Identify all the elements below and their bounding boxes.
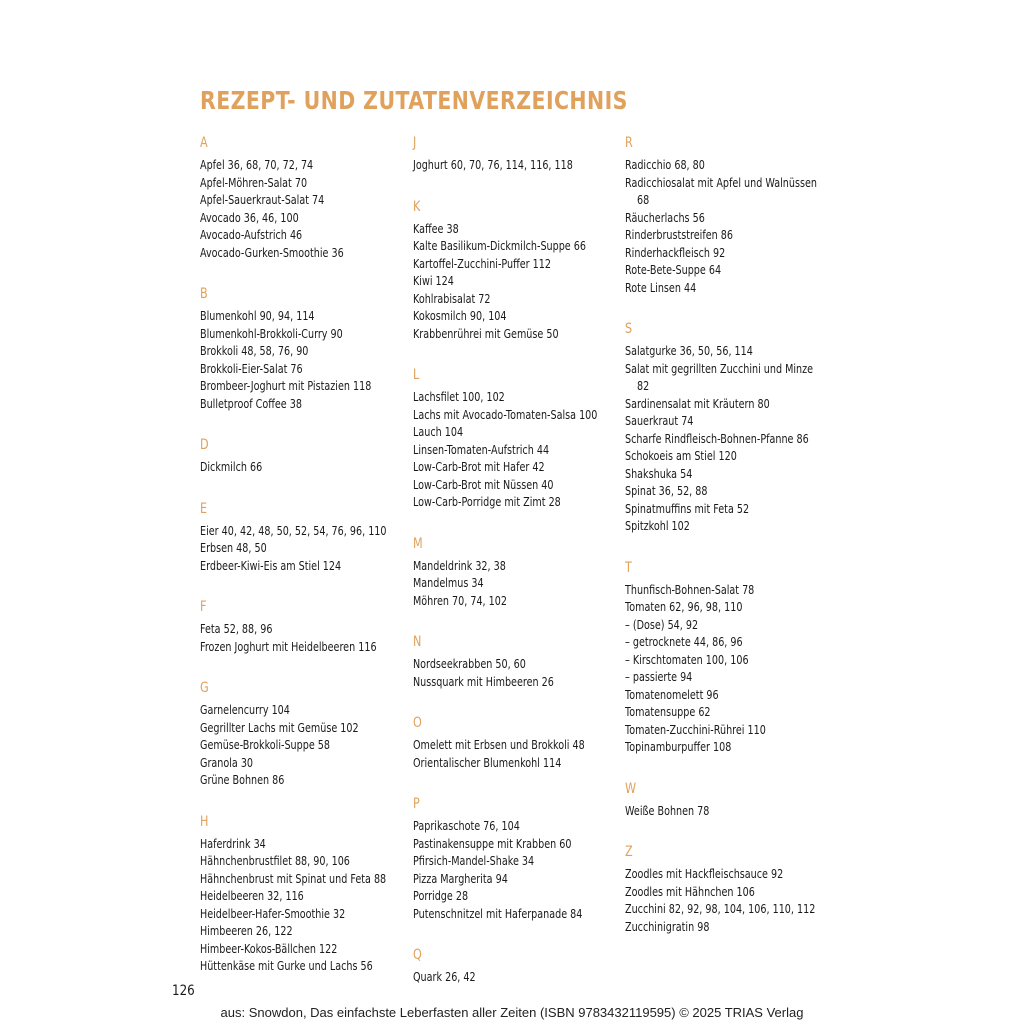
section-letter: T xyxy=(625,559,632,576)
index-entry: Spinat 36, 52, 88 xyxy=(625,484,708,498)
index-entry: Radicchiosalat mit Apfel und Walnüssen xyxy=(625,175,817,190)
index-section-k xyxy=(413,198,613,344)
index-entry: 82 xyxy=(637,379,650,393)
index-section-e xyxy=(200,500,400,576)
index-section-q xyxy=(413,946,613,987)
index-entry: Sardinensalat mit Kräutern 80 xyxy=(625,396,770,411)
index-section-d xyxy=(200,436,400,477)
index-entry: Pizza Margherita 94 xyxy=(413,871,508,886)
page-title: REZEPT- UND ZUTATENVERZEICHNIS xyxy=(200,86,628,115)
index-entry: Sauerkraut 74 xyxy=(625,414,694,428)
index-entry: Lachs mit Avocado-Tomaten-Salsa 100 xyxy=(413,407,598,422)
index-section-a xyxy=(200,134,400,262)
index-section-j xyxy=(413,134,613,175)
index-entry: Paprikaschote 76, 104 xyxy=(413,819,520,833)
index-section-g xyxy=(200,679,400,790)
index-section-r xyxy=(625,134,825,297)
index-entry: Shakshuka 54 xyxy=(625,466,693,481)
section-letter: W xyxy=(625,780,637,797)
index-entry: Brombeer-Joghurt mit Pistazien 118 xyxy=(200,379,372,393)
index-entry: Kiwi 124 xyxy=(413,274,454,288)
index-entry: Blumenkohl 90, 94, 114 xyxy=(200,309,315,323)
section-letter: R xyxy=(625,135,633,151)
index-entry: Granola 30 xyxy=(200,755,254,770)
index-entry: Zoodles mit Hackfleischsauce 92 xyxy=(625,867,784,881)
index-entry: Erbsen 48, 50 xyxy=(200,541,267,555)
index-entry: Radicchio 68, 80 xyxy=(625,158,705,172)
index-entry: Apfel-Sauerkraut-Salat 74 xyxy=(200,193,325,207)
section-letter: F xyxy=(200,599,207,615)
index-entry: Topinamburpuffer 108 xyxy=(625,740,732,754)
index-entry: Low-Carb-Brot mit Nüssen 40 xyxy=(413,477,554,492)
section-letter: L xyxy=(413,367,420,383)
index-entry: Orientalischer Blumenkohl 114 xyxy=(413,755,562,770)
index-entry: Möhren 70, 74, 102 xyxy=(413,593,507,608)
section-letter: D xyxy=(200,437,209,453)
index-entry: Eier 40, 42, 48, 50, 52, 54, 76, 96, 110 xyxy=(200,523,387,538)
index-entry: Hähnchenbrust mit Spinat und Feta 88 xyxy=(200,871,387,886)
index-section-s xyxy=(625,320,825,536)
index-entry: Tomaten-Zucchini-Rührei 110 xyxy=(625,722,766,737)
index-entry: Nordseekrabben 50, 60 xyxy=(413,657,526,671)
index-entry: Hüttenkäse mit Gurke und Lachs 56 xyxy=(200,959,373,973)
index-entry: Räucherlachs 56 xyxy=(625,210,705,225)
section-letter: O xyxy=(413,715,422,731)
index-entry: Pfirsich-Mandel-Shake 34 xyxy=(413,854,535,868)
index-entry: Kohlrabisalat 72 xyxy=(413,291,491,306)
index-entry: Heidelbeer-Hafer-Smoothie 32 xyxy=(200,906,346,921)
index-entry: Blumenkohl-Brokkoli-Curry 90 xyxy=(200,326,343,341)
index-entry: Pastinakensuppe mit Krabben 60 xyxy=(413,836,572,851)
index-entry: Porridge 28 xyxy=(413,889,469,903)
index-entry: Lachsfilet 100, 102 xyxy=(413,390,505,404)
index-entry: Grüne Bohnen 86 xyxy=(200,773,285,787)
index-column-2 xyxy=(413,134,613,1010)
index-entry: Thunfisch-Bohnen-Salat 78 xyxy=(625,582,755,597)
section-letter: A xyxy=(200,135,208,151)
index-section-p xyxy=(413,795,613,923)
index-section-h xyxy=(200,813,400,976)
index-entry: Avocado-Aufstrich 46 xyxy=(200,228,303,242)
index-entry: 68 xyxy=(637,193,650,207)
index-entry: Zucchini 82, 92, 98, 104, 106, 110, 112 xyxy=(625,902,816,916)
section-letter: E xyxy=(200,500,208,517)
index-entry: Kokosmilch 90, 104 xyxy=(413,309,507,323)
index-entry: Nussquark mit Himbeeren 26 xyxy=(413,674,554,689)
index-entry: Putenschnitzel mit Haferpanade 84 xyxy=(413,906,583,921)
index-entry: Himbeer-Kokos-Bällchen 122 xyxy=(200,941,338,956)
index-entry: Erdbeer-Kiwi-Eis am Stiel 124 xyxy=(200,558,342,573)
index-section-o xyxy=(413,714,613,772)
section-letter: S xyxy=(625,321,633,337)
section-letter: J xyxy=(413,135,417,151)
section-letter: M xyxy=(413,535,423,552)
index-section-f xyxy=(200,598,400,656)
index-entry: Kalte Basilikum-Dickmilch-Suppe 66 xyxy=(413,239,586,253)
index-entry: Zucchinigratin 98 xyxy=(625,919,710,934)
index-column-3 xyxy=(625,134,825,959)
index-entry: Kaffee 38 xyxy=(413,221,459,236)
index-entry: Mandeldrink 32, 38 xyxy=(413,558,506,573)
section-letter: Z xyxy=(625,844,633,860)
index-entry: Frozen Joghurt mit Heidelbeeren 116 xyxy=(200,639,377,654)
index-entry: Lauch 104 xyxy=(413,425,464,439)
index-entry: Rinderbruststreifen 86 xyxy=(625,228,733,242)
index-entry: Dickmilch 66 xyxy=(200,460,263,474)
index-entry: Quark 26, 42 xyxy=(413,970,476,984)
index-section-w xyxy=(625,780,825,821)
index-section-n xyxy=(413,633,613,691)
index-entry: Joghurt 60, 70, 76, 114, 116, 118 xyxy=(413,158,573,172)
index-entry: Feta 52, 88, 96 xyxy=(200,622,273,636)
index-entry: Tomatensuppe 62 xyxy=(625,705,711,719)
index-entry: Kartoffel-Zucchini-Puffer 112 xyxy=(413,256,551,271)
section-letter: G xyxy=(200,680,209,696)
index-entry: Linsen-Tomaten-Aufstrich 44 xyxy=(413,442,550,457)
index-entry: Weiße Bohnen 78 xyxy=(625,803,710,818)
index-entry: Haferdrink 34 xyxy=(200,836,266,851)
index-entry: Low-Carb-Brot mit Hafer 42 xyxy=(413,460,545,474)
index-entry: – getrocknete 44, 86, 96 xyxy=(625,635,743,649)
index-entry: Schokoeis am Stiel 120 xyxy=(625,449,737,463)
index-entry: Salat mit gegrillten Zucchini und Minze xyxy=(625,361,814,376)
index-entry: Gegrillter Lachs mit Gemüse 102 xyxy=(200,720,359,735)
index-entry: Zoodles mit Hähnchen 106 xyxy=(625,884,755,899)
index-entry: Mandelmus 34 xyxy=(413,576,484,590)
index-entry: Garnelencurry 104 xyxy=(200,703,290,717)
index-entry: Apfel 36, 68, 70, 72, 74 xyxy=(200,158,314,172)
index-entry: – passierte 94 xyxy=(625,670,693,684)
page-number: 126 xyxy=(172,983,195,999)
section-letter: Q xyxy=(413,947,422,963)
index-section-l xyxy=(413,366,613,512)
index-entry: Heidelbeeren 32, 116 xyxy=(200,889,304,903)
index-entry: Krabbenrührei mit Gemüse 50 xyxy=(413,326,559,341)
index-section-z xyxy=(625,843,825,936)
index-entry: Spitzkohl 102 xyxy=(625,519,690,533)
section-letter: H xyxy=(200,813,209,830)
index-entry: Spinatmuffins mit Feta 52 xyxy=(625,501,750,516)
copyright-footer: aus: Snowdon, Das einfachste Leberfasten aller Zeiten (ISBN 9783432119595) © 2025 TRIAS Verlag xyxy=(220,1005,804,1020)
index-entry: Omelett mit Erbsen und Brokkoli 48 xyxy=(413,738,585,752)
index-entry: Scharfe Rindfleisch-Bohnen-Pfanne 86 xyxy=(625,431,809,446)
index-entry: Low-Carb-Porridge mit Zimt 28 xyxy=(413,495,561,509)
index-column-1 xyxy=(200,134,400,999)
index-entry: Rinderhackfleisch 92 xyxy=(625,245,726,260)
index-entry: Apfel-Möhren-Salat 70 xyxy=(200,175,308,190)
index-section-b xyxy=(200,285,400,413)
section-letter: P xyxy=(413,796,420,812)
index-entry: Hähnchenbrustfilet 88, 90, 106 xyxy=(200,854,350,868)
index-entry: Avocado 36, 46, 100 xyxy=(200,210,299,225)
section-letter: N xyxy=(413,634,422,650)
index-entry: Bulletproof Coffee 38 xyxy=(200,396,302,411)
index-entry: Salatgurke 36, 50, 56, 114 xyxy=(625,344,753,358)
index-section-m xyxy=(413,535,613,611)
index-entry: – (Dose) 54, 92 xyxy=(625,617,699,632)
section-letter: K xyxy=(413,198,421,215)
index-entry: Tomatenomelett 96 xyxy=(625,687,719,702)
index-entry: Himbeeren 26, 122 xyxy=(200,924,293,938)
index-entry: Rote Linsen 44 xyxy=(625,280,697,295)
index-entry: – Kirschtomaten 100, 106 xyxy=(625,652,749,667)
index-section-t xyxy=(625,559,825,757)
index-entry: Gemüse-Brokkoli-Suppe 58 xyxy=(200,738,330,752)
index-entry: Tomaten 62, 96, 98, 110 xyxy=(625,600,743,614)
section-letter: B xyxy=(200,286,208,302)
index-entry: Avocado-Gurken-Smoothie 36 xyxy=(200,245,344,260)
index-entry: Brokkoli 48, 58, 76, 90 xyxy=(200,344,309,358)
index-entry: Brokkoli-Eier-Salat 76 xyxy=(200,361,303,376)
index-entry: Rote-Bete-Suppe 64 xyxy=(625,263,722,277)
